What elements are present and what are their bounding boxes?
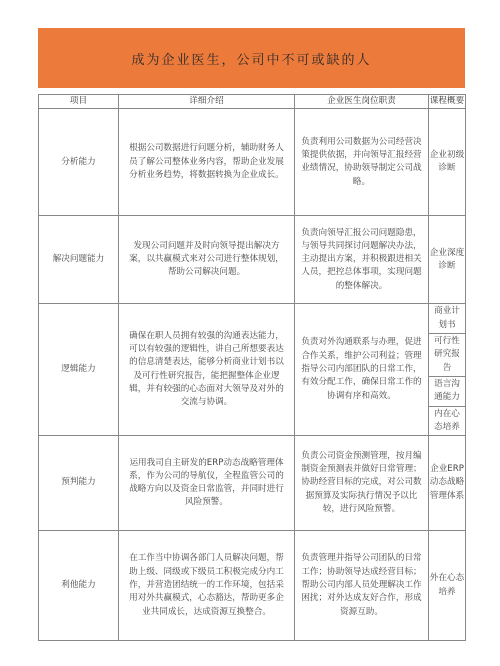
skill-course: 企业ERP动态战略管理体系 — [429, 436, 466, 531]
skill-duty: 负责向领导汇报公司问题隐患，与领导共同探讨问题解决办法，主动提出方案，并积极跟进相关人员，把控总体事项，实现问题的整体解决。 — [295, 216, 429, 304]
page-title: 成为企业医生，公司中不可或缺的人 — [131, 52, 372, 68]
skill-detail: 根据公司数据进行问题分析，辅助财务人员了解公司整体业务内容，帮助企业发展分析业务趋势，将数据转换为企业成长。 — [119, 109, 295, 216]
skill-duty: 负责管理并指导公司团队的日常工作；协助领导达成经营目标；帮助公司内部人员处理解决工作困扰；对外达成友好合作，形成资源互助。 — [295, 531, 429, 641]
table-header-row — [39, 95, 466, 109]
table-row — [39, 216, 466, 304]
course-item: 内在心态培养 — [434, 408, 460, 432]
title-banner — [38, 28, 465, 88]
header-detail: 详细介绍 — [119, 95, 295, 109]
skill-course: 企业深度诊断 — [429, 216, 466, 304]
skill-name: 分析能力 — [39, 109, 119, 216]
skill-duty: 负责利用公司数据为公司经营决策提供依据，并向领导汇报经营业绩情况，协助领导制定公司战略。 — [295, 109, 429, 216]
skill-detail: 在工作当中协调各部门人员解决问题，帮助上级、同级或下级员工积极完成分内工作，并营造团结统一的工作环境，包括采用对外共赢模式，心态豁达，帮助更多企业共同成长，达成资源互换整合。 — [119, 531, 295, 641]
skills-table — [38, 94, 466, 641]
table-row — [39, 531, 466, 641]
skill-detail: 运用我司自主研发的ERP动态战略管理体系，作为公司的导航仪，全程监管公司的战略方向以及资金日常监管，并同时进行风险预警。 — [119, 436, 295, 531]
header-item: 项目 — [39, 95, 119, 109]
skill-name: 预判能力 — [39, 436, 119, 531]
skill-name: 逻辑能力 — [39, 304, 119, 436]
header-course: 课程概要 — [429, 95, 466, 109]
table-row — [39, 436, 466, 531]
course-item: 商业计划书 — [429, 304, 465, 334]
skill-duty: 负责公司资金预测管理，按月编制资金预测表并做好日常管理；协助经营目标的完成，对公司数据预算及实际执行情况予以比较，进行风险预警。 — [295, 436, 429, 531]
course-item: 可行性研究报告 — [429, 334, 465, 377]
course-item: 语言沟通能力 — [429, 377, 465, 407]
skill-duty: 负责对外沟通联系与办理，促进合作关系，维护公司利益；管理指导公司内部团队的日常工作，有效分配工作，确保日常工作的协调有序和高效。 — [295, 304, 429, 436]
skill-name: 利他能力 — [39, 531, 119, 641]
skill-detail: 确保在职人员拥有较强的沟通表达能力，可以有较强的逻辑性，讲自己所想要表达的信息清楚表达，能够分析商业计划书以及可行性研究报告，能把握整体企业逻辑，并有较强的心态面对大领导及对外的交流与协调。 — [119, 304, 295, 436]
table-row — [39, 304, 466, 436]
skill-detail: 发现公司问题并及时向领导提出解决方案，以共赢模式来对公司进行整体规划，帮助公司解决问题。 — [119, 216, 295, 304]
table-row — [39, 109, 466, 216]
skill-course: 外在心态培养 — [429, 531, 466, 641]
header-duty: 企业医生岗位职责 — [295, 95, 429, 109]
skill-course-stack — [429, 304, 466, 436]
skill-name: 解决问题能力 — [39, 216, 119, 304]
skill-course: 企业初级诊断 — [429, 109, 466, 216]
